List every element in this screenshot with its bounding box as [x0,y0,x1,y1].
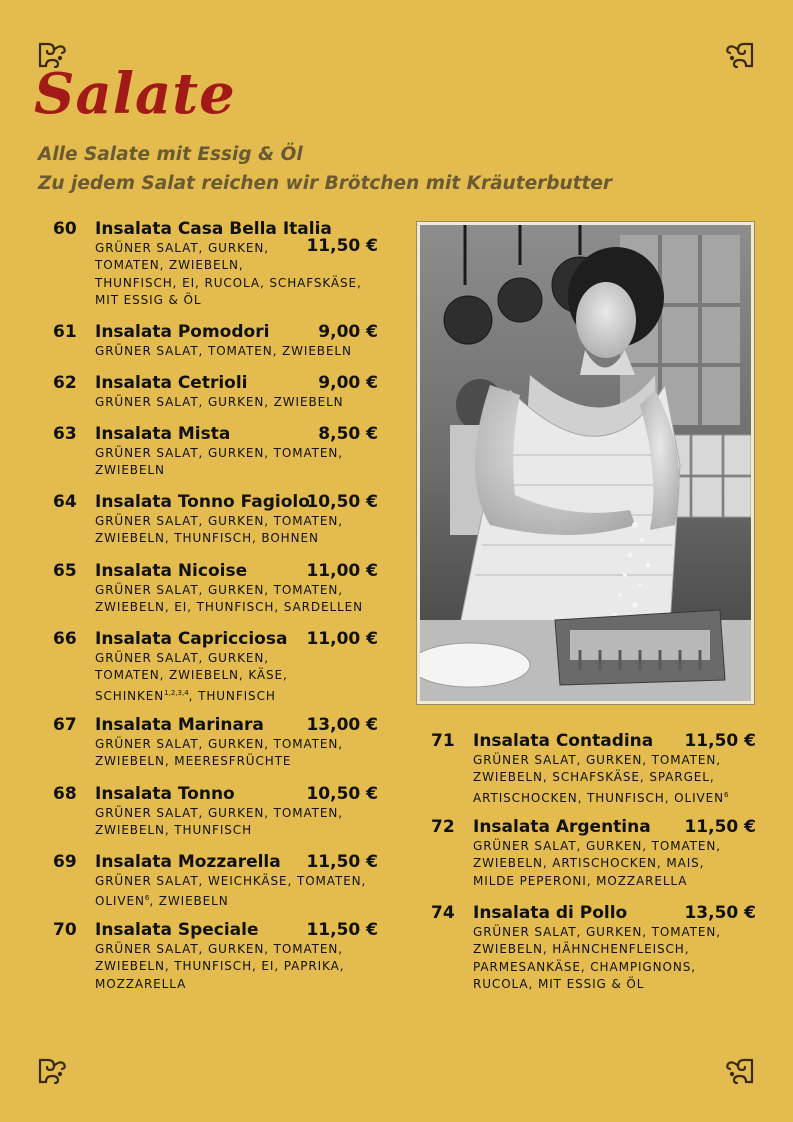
item-number: 62 [53,373,77,393]
item-ingredients [95,873,370,911]
item-ingredients [95,240,370,309]
item-number: 69 [53,852,77,872]
ingredient-line: GRÜNER SALAT, GURKEN, TOMATEN, [95,942,343,956]
page-subtitle-bread: Zu jedem Salat reichen wir Brötchen mit Kräuterbutter [38,173,613,194]
item-ingredients [95,394,370,411]
item-name: Insalata Argentina [473,817,651,837]
ingredient-line: GRÜNER SALAT, TOMATEN, ZWIEBELN [95,344,352,358]
item-ingredients [95,582,370,617]
item-name: Insalata Marinara [95,715,264,735]
item-ingredients [95,513,370,548]
item-price: 11,50 € [306,852,378,872]
item-name: Insalata Tonno [95,784,235,804]
item-name: Insalata Capricciosa [95,629,288,649]
flourish-corner-icon [36,1054,68,1086]
item-ingredients [473,838,748,890]
ingredient-line: ZWIEBELN [95,463,165,478]
item-price: 11,00 € [306,629,378,649]
ingredient-line: PARMESANKÄSE, CHAMPIGNONS, [473,959,696,974]
item-name: Insalata di Pollo [473,903,628,923]
vintage-photo-woman-kneading-dough-icon [420,225,751,701]
ingredient-line: GRÜNER SALAT, GURKEN, [95,651,269,665]
ingredient-line: ZWIEBELN, THUNFISCH [95,823,252,838]
item-number: 65 [53,561,77,581]
item-price: 9,00 € [318,373,378,393]
vintage-photo [416,221,755,705]
item-number: 61 [53,322,77,342]
ingredient-line: ARTISCHOCKEN, THUNFISCH, OLIVEN$^6$ [473,790,729,805]
ingredient-line: THUNFISCH, EI, RUCOLA, SCHAFSKÄSE, [95,275,362,290]
item-ingredients [95,650,370,705]
ingredient-line: GRÜNER SALAT, GURKEN, TOMATEN, [473,753,721,767]
ingredient-line: GRÜNER SALAT, GURKEN, TOMATEN, [95,806,343,820]
item-price: 11,50 € [306,236,378,256]
item-price: 11,50 € [306,920,378,940]
item-name: Insalata Mista [95,424,231,444]
item-price: 8,50 € [318,424,378,444]
item-name: Insalata Contadina [473,731,654,751]
page-subtitle-dressing: Alle Salate mit Essig & Öl [38,144,303,165]
ingredient-line: MILDE PEPERONI, MOZZARELLA [473,873,688,888]
ingredient-line: GRÜNER SALAT, GURKEN, TOMATEN, [95,737,343,751]
item-number: 60 [53,219,77,239]
item-ingredients [473,752,748,807]
item-number: 71 [431,731,455,751]
item-number: 67 [53,715,77,735]
item-price: 11,50 € [684,817,756,837]
item-name: Insalata Tonno Fagiolo [95,492,310,512]
ingredient-line: GRÜNER SALAT, GURKEN, TOMATEN, [473,925,721,939]
item-name: Insalata Casa Bella Italia [95,219,332,239]
ingredient-line: ZWIEBELN, SCHAFSKÄSE, SPARGEL, [473,770,715,785]
item-name: Insalata Nicoise [95,561,248,581]
ingredient-line: ZWIEBELN, EI, THUNFISCH, SARDELLEN [95,600,364,615]
ingredient-line: GRÜNER SALAT, GURKEN, [95,241,269,255]
ingredient-line: ZWIEBELN, THUNFISCH, BOHNEN [95,531,319,546]
item-name: Insalata Pomodori [95,322,270,342]
ingredient-line: ZWIEBELN, MEERESFRÜCHTE [95,754,292,769]
ingredient-line: GRÜNER SALAT, GURKEN, TOMATEN, [473,839,721,853]
ingredient-line: OLIVEN$^6$, ZWIEBELN [95,894,229,909]
ingredient-line: ZWIEBELN, THUNFISCH, EI, PAPRIKA, [95,959,345,974]
item-name: Insalata Speciale [95,920,259,940]
item-price: 13,00 € [306,715,378,735]
page-title: Salate [34,61,236,127]
ingredient-line: GRÜNER SALAT, GURKEN, TOMATEN, [95,514,343,528]
item-number: 63 [53,424,77,444]
ingredient-line: GRÜNER SALAT, GURKEN, ZWIEBELN [95,395,344,409]
item-number: 74 [431,903,455,923]
item-ingredients [95,941,370,993]
ingredient-line: TOMATEN, ZWIEBELN, KÄSE, [95,668,288,683]
ingredient-line: GRÜNER SALAT, GURKEN, TOMATEN, [95,583,343,597]
item-price: 10,50 € [306,492,378,512]
flourish-corner-icon [724,1054,756,1086]
ingredient-line: GRÜNER SALAT, WEICHKÄSE, TOMATEN, [95,874,367,888]
item-ingredients [95,445,370,480]
item-price: 11,50 € [684,731,756,751]
item-number: 66 [53,629,77,649]
item-number: 72 [431,817,455,837]
ingredient-line: GRÜNER SALAT, GURKEN, TOMATEN, [95,446,343,460]
item-number: 70 [53,920,77,940]
ingredient-line: TOMATEN, ZWIEBELN, [95,258,244,273]
item-number: 64 [53,492,77,512]
flourish-corner-icon [724,38,756,70]
item-ingredients [95,343,370,360]
item-ingredients [95,736,370,771]
item-ingredients [473,924,748,993]
ingredient-line: MOZZARELLA [95,976,187,991]
item-price: 13,50 € [684,903,756,923]
ingredient-line: ZWIEBELN, ARTISCHOCKEN, MAIS, [473,856,705,871]
item-price: 9,00 € [318,322,378,342]
ingredient-line: MIT ESSIG & ÖL [95,292,202,307]
item-name: Insalata Mozzarella [95,852,281,872]
item-price: 10,50 € [306,784,378,804]
item-price: 11,00 € [306,561,378,581]
ingredient-line: RUCOLA, MIT ESSIG & ÖL [473,976,645,991]
ingredient-line: ZWIEBELN, HÄHNCHENFLEISCH, [473,942,690,957]
item-ingredients [95,805,370,840]
ingredient-line: SCHINKEN$^{1,2,3,4}$, THUNFISCH [95,688,276,703]
item-number: 68 [53,784,77,804]
item-name: Insalata Cetrioli [95,373,248,393]
